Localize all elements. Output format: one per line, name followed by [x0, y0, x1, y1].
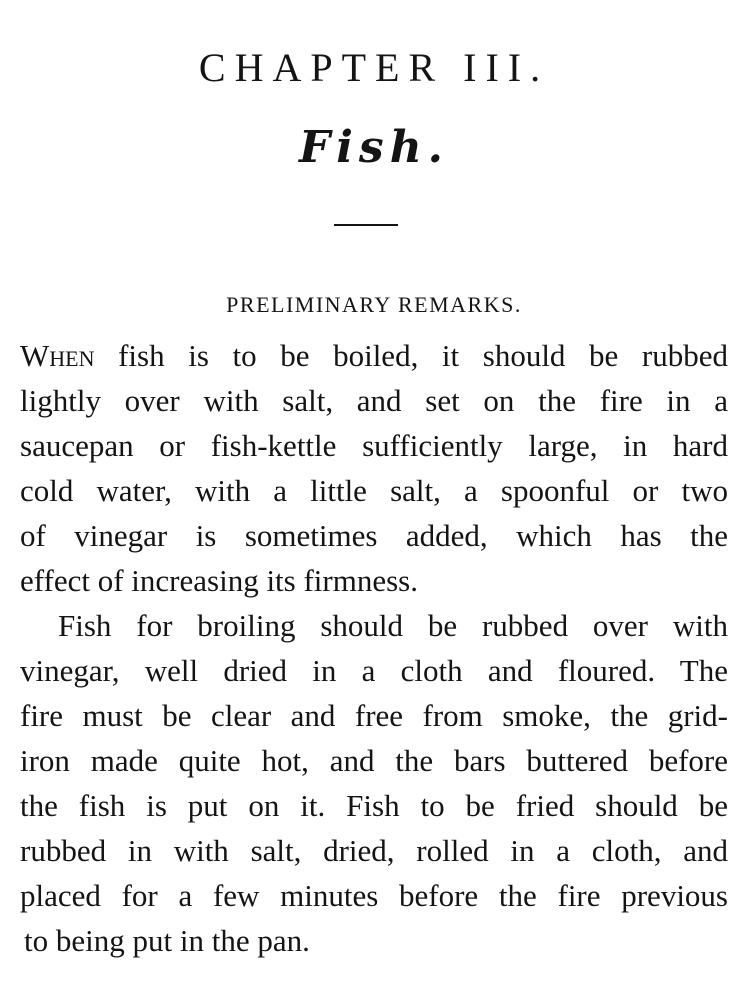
text-line: fire must be clear and free from smoke, the grid-	[20, 698, 728, 733]
text-line: saucepan or fish-kettle sufficiently large, in hard	[20, 428, 728, 463]
text-line: the fish is put on it. Fish to be fried should be	[20, 788, 728, 823]
text-line: placed for a few minutes before the fire previous	[20, 878, 728, 913]
body-text	[20, 333, 728, 963]
text-line: When fish is to be boiled, it should be rubbed	[20, 338, 728, 373]
text-line: cold water, with a little salt, a spoonful or two	[20, 473, 728, 508]
title-divider	[334, 224, 398, 226]
section-heading: PRELIMINARY REMARKS.	[226, 292, 522, 317]
paragraph-1	[20, 333, 728, 603]
text-line: effect of increasing its firmness.	[20, 563, 418, 598]
chapter-heading: CHAPTER III.	[198, 45, 550, 90]
chapter-title: Fish.	[298, 122, 450, 173]
text-line: vinegar, well dried in a cloth and floured. The	[20, 653, 728, 688]
text-line: rubbed in with salt, dried, rolled in a cloth, and	[20, 833, 728, 868]
text-line: Fish for broiling should be rubbed over with	[58, 608, 728, 643]
text-line: of vinegar is sometimes added, which has the	[20, 518, 728, 553]
text-line: to being put in the pan.	[24, 923, 310, 958]
text-line: iron made quite hot, and the bars buttered before	[20, 743, 728, 778]
lead-word: When	[20, 338, 95, 373]
text-line: lightly over with salt, and set on the fire in a	[20, 383, 728, 418]
paragraph-2	[20, 603, 728, 963]
